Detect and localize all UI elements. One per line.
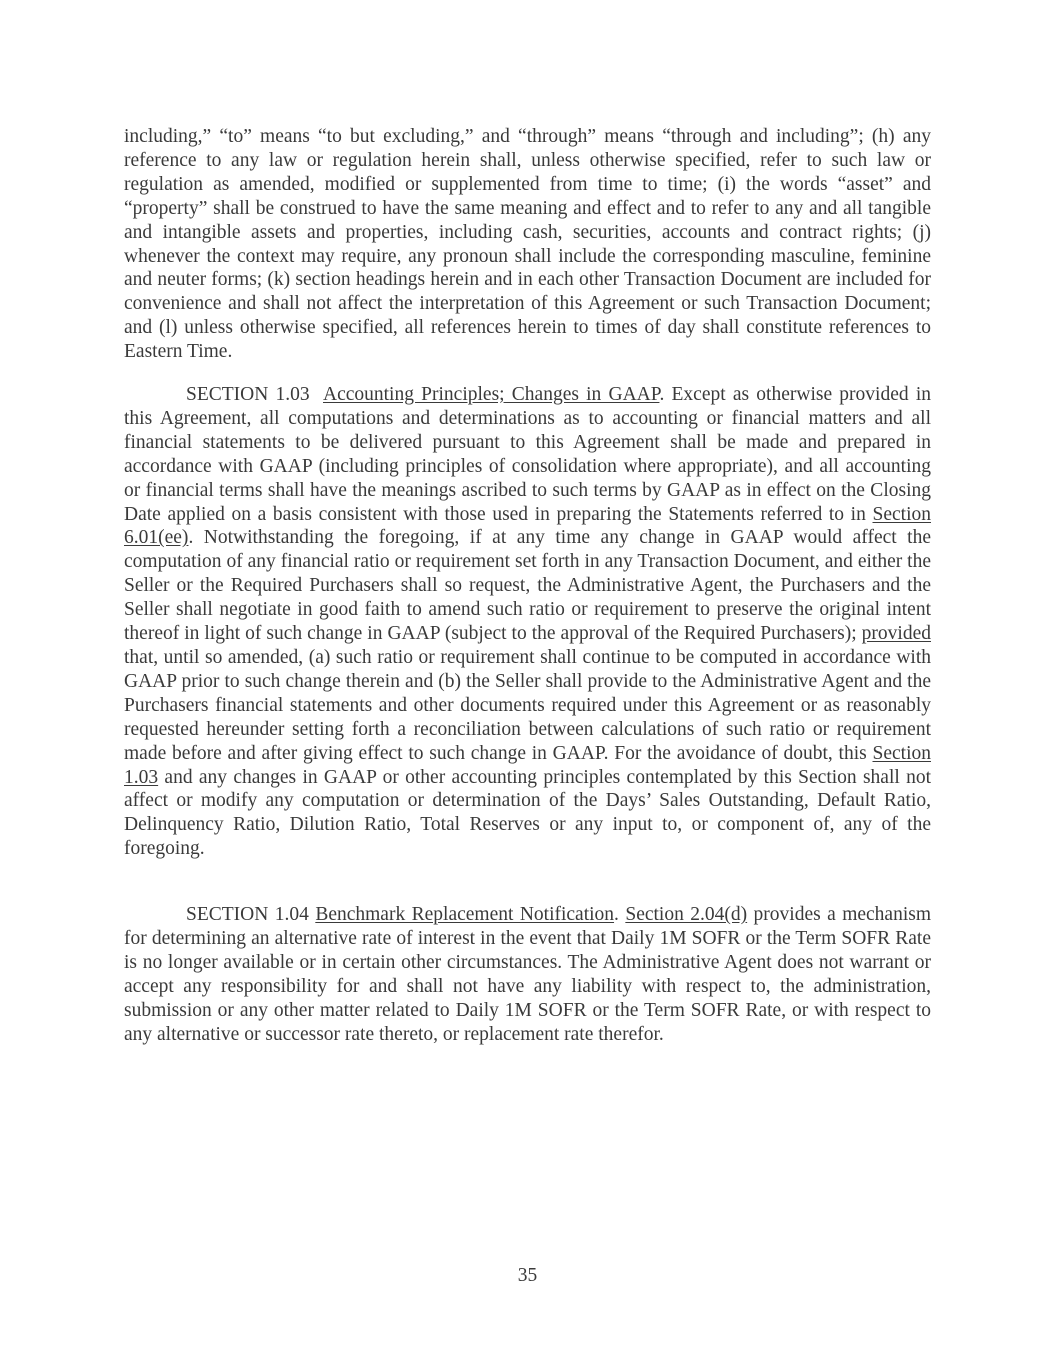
section-1-03-heading: Accounting Principles; Changes in GAAP	[323, 384, 660, 405]
page-number: 35	[517, 1265, 538, 1286]
section-6-01-ee-reference: Section 6.01(ee)	[124, 503, 931, 549]
section-1-04-number: SECTION 1.04	[186, 904, 309, 925]
paragraph-definitions-continued: including,” “to” means “to but excluding,” and “through” means “through and including”; (h) any reference to any law or regulation herein shall, unless otherwise specified, refer to such law or regulation as amended, modified or supplemented from time to time; (i) the words “asset” and “property” shall be construed to have the same meaning and effect and to refer to any and all tangible and intangible assets and properties, including cash, securities, accounts and contract rights; (j) whenever the context may require, any pronoun shall include the corresponding masculine, feminine and neuter forms; (k) section headings herein and in each other Transaction Document are included for convenience and shall not affect the interpretation of this Agreement or such Transaction Document; and (l) unless otherwise specified, all references herein to times of day shall constitute references to Eastern Time.	[124, 126, 931, 363]
section-2-04-d-reference: Section 2.04(d)	[625, 904, 748, 925]
section-1-04-paragraph	[124, 903, 931, 1046]
section-1-04-text-2: provides a mechanism for determining an alternative rate of interest in the event that Daily 1M SOFR or the Term SOFR Rate is no longer available or in certain other circumstances. The Administrative Agent does not warrant or accept any responsibility for and shall not have any liability with respect to, the administration, submission or any other matter related to Daily 1M SOFR or the Term SOFR Rate, or with respect to any alternative or successor rate thereto, or replacement rate therefor.	[124, 904, 931, 1045]
section-1-04-text-1: .	[614, 904, 626, 925]
section-1-03-self-reference: Section 1.03	[124, 742, 931, 788]
section-1-03-number: SECTION 1.03	[186, 384, 310, 405]
section-1-03-text-1: . Except as otherwise provided in this Agreement, all computations and determinations as to accounting or financial matters and all financial statements to be delivered pursuant to this Agreement shall be made and prepared in accordance with GAAP (including principles of consolidation where appropriate), and all accounting or financial terms shall have the meanings ascribed to such terms by GAAP as in effect on the Closing Date applied on a basis consistent with those used in preparing the Statements referred to in	[124, 384, 931, 525]
section-1-04-heading: Benchmark Replacement Notification	[315, 904, 615, 925]
section-1-03-text-2: . Notwithstanding the foregoing, if at any time any change in GAAP would affect the computation of any financial ratio or requirement set forth in any Transaction Document, and either the Seller or the Required Purchasers shall so request, the Administrative Agent, the Purchasers and the Seller shall negotiate in good faith to amend such ratio or requirement to preserve the original intent thereof in light of such change in GAAP (subject to the approval of the Required Purchasers);	[124, 527, 931, 645]
section-1-03-paragraph	[124, 383, 931, 861]
section-1-03-text-3: that, until so amended, (a) such ratio or requirement shall continue to be computed in accordance with GAAP prior to such change therein and (b) the Seller shall provide to the Administrative Agent and the Purchasers financial statements and other documents required under this Agreement or as reasonably requested hereunder setting forth a reconciliation between calculations of such ratio or requirement made before and after giving effect to such change in GAAP. For the avoidance of doubt, this	[124, 646, 931, 764]
provided-term: provided	[861, 623, 931, 645]
section-1-03-text-4: and any changes in GAAP or other accounting principles contemplated by this Section shall not affect or modify any computation or determination of the Days’ Sales Outstanding, Default Ratio, Delinquency Ratio, Dilution Ratio, Total Reserves or any input to, or component of, any of the foregoing.	[124, 766, 931, 860]
